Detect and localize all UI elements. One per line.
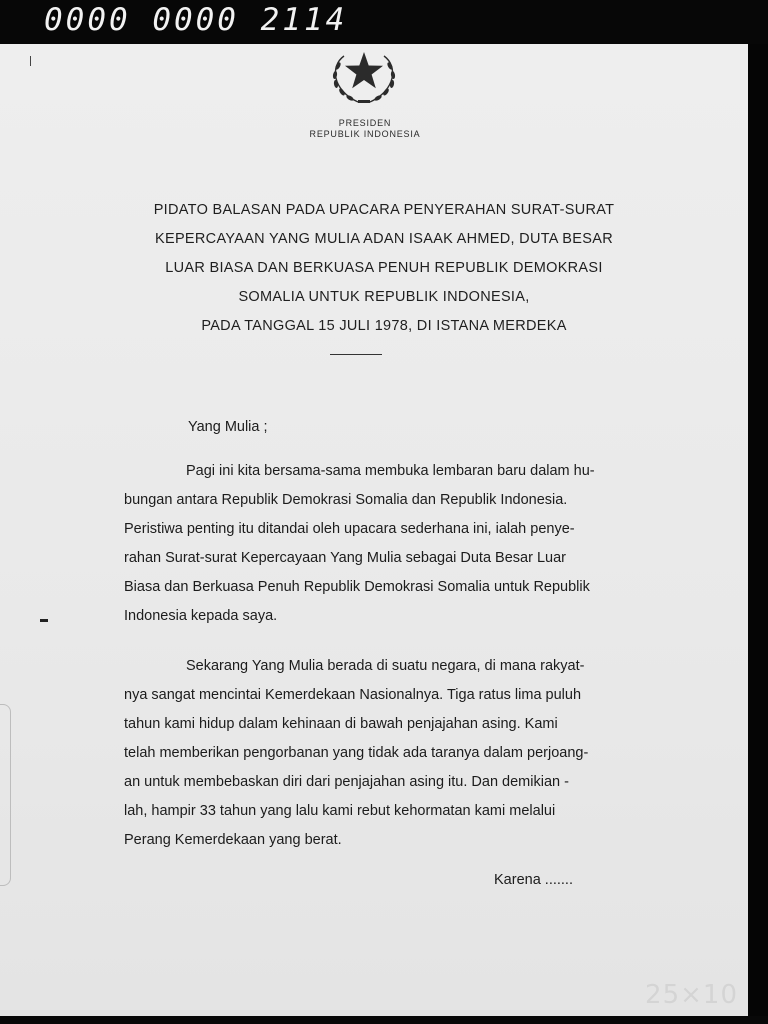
letterhead-line-1: PRESIDEN [338,118,392,128]
title-line: SOMALIA UNTUK REPUBLIK INDONESIA, [238,289,530,305]
paragraph-line: Indonesia kepada saya. [124,608,278,624]
film-strip-top [0,0,768,44]
paragraph-line: rahan Surat-surat Kepercayaan Yang Mulia sebagai Duta Besar Luar [124,550,566,566]
film-edge-bottom [0,1016,768,1024]
binder-edge-mark [0,704,11,886]
speech-title [120,196,648,341]
paragraph-line: Pagi ini kita bersama-sama membuka lembaran baru dalam hu- [186,463,595,479]
paragraph-line: an untuk membebaskan diri dari penjajahan asing itu. Dan demikian - [124,774,569,790]
paragraph-line: Biasa dan Berkuasa Penuh Republik Demokrasi Somalia untuk Republik [124,579,590,595]
title-line: PIDATO BALASAN PADA UPACARA PENYERAHAN SURAT-SURAT [153,202,615,218]
paragraph-line: Sekarang Yang Mulia berada di suatu negara, di mana rakyat- [186,658,585,674]
paragraph-line: Perang Kemerdekaan yang berat. [124,832,342,848]
paragraph-line: lah, hampir 33 tahun yang lalu kami rebut kehormatan kami melalui [124,803,556,819]
salutation: Yang Mulia ; [188,419,268,435]
film-corner-mark: 25×10 [645,980,738,1010]
paragraph-line: tahun kami hidup dalam kehinaan di bawah penjajahan asing. Kami [124,716,558,732]
star-wreath-emblem-icon [318,44,410,108]
paragraph-line: Peristiwa penting itu ditandai oleh upacara sederhana ini, ialah penye- [124,521,575,537]
paragraph-line: bungan antara Republik Demokrasi Somalia dan Republik Indonesia. [124,492,568,508]
title-line: LUAR BIASA DAN BERKUASA PENUH REPUBLIK DEMOKRASI [165,260,603,276]
title-line: KEPERCAYAAN YANG MULIA ADAN ISAAK AHMED, DUTA BESAR [155,231,613,247]
title-underline [330,354,382,355]
paragraph-line: telah memberikan pengorbanan yang tidak ada taranya dalam perjoang- [124,745,589,761]
title-line: PADA TANGGAL 15 JULI 1978, DI ISTANA MERDEKA [201,318,567,334]
letterhead-line-2: REPUBLIK INDONESIA [309,129,421,139]
continuation-catchword: Karena ....... [494,872,573,888]
document-page [0,44,748,1016]
margin-dash-mark [40,619,48,622]
paragraph-line: nya sangat mencintai Kemerdekaan Nasionalnya. Tiga ratus lima puluh [124,687,582,703]
film-edge-right [748,44,768,1024]
paragraph-2 [124,652,644,855]
paragraph-1 [124,457,644,631]
scan-tick-mark [30,56,31,66]
film-frame-number: 0000 0000 2114 [44,2,348,38]
